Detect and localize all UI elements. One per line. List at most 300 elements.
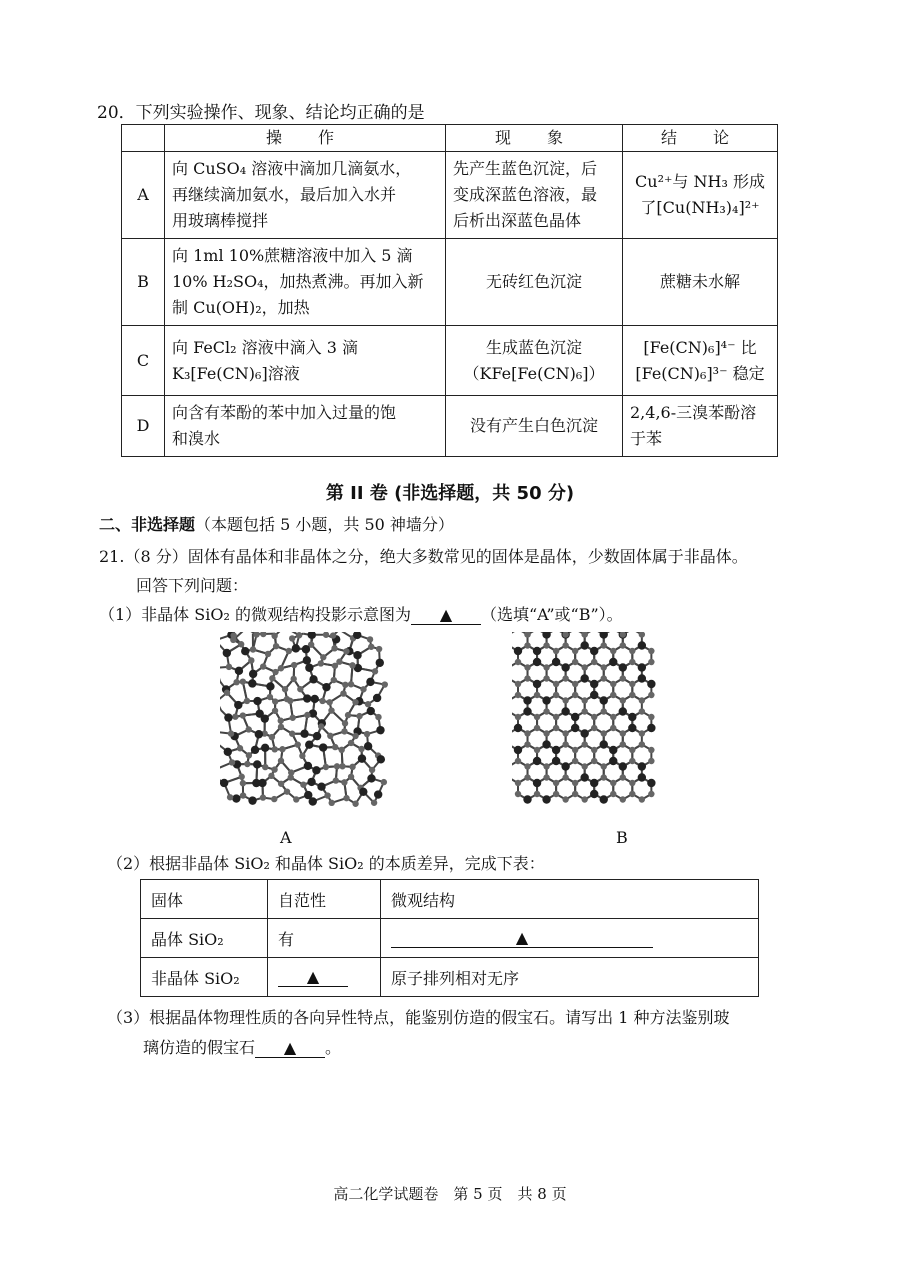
atom-dot — [234, 701, 242, 709]
atom-dot — [581, 741, 587, 747]
atom-dot — [543, 763, 549, 769]
atom-dot — [620, 741, 626, 747]
table-row — [122, 396, 778, 457]
atom-dot — [318, 723, 324, 729]
cell-line: 后析出深蓝色晶体 — [453, 211, 582, 230]
atom-dot — [367, 636, 373, 642]
atom-dot — [610, 791, 616, 797]
atom-dot — [241, 647, 249, 655]
atom-dot — [246, 752, 252, 758]
part3-suffix: 。 — [325, 1038, 342, 1057]
atom-dot — [353, 651, 361, 659]
atom-dot — [514, 746, 522, 754]
atom-dot — [648, 758, 654, 764]
atom-dot — [291, 662, 297, 668]
atom-dot — [381, 779, 387, 785]
atom-dot — [553, 791, 559, 797]
atom-dot — [610, 780, 616, 786]
atom-dot — [601, 664, 607, 670]
atom-dot — [261, 744, 269, 752]
atom-dot — [358, 754, 366, 762]
atom-dot — [348, 740, 354, 746]
atom-dot — [571, 713, 579, 721]
atom-dot — [580, 641, 588, 649]
atom-dot — [364, 742, 372, 750]
atom-dot — [619, 707, 627, 715]
atom-dot — [305, 664, 313, 672]
atom-dot — [289, 731, 295, 737]
atom-dot — [227, 794, 233, 800]
atom-dot — [345, 712, 351, 718]
table-row — [141, 958, 759, 997]
atom-dot — [342, 682, 348, 688]
atom-dot — [601, 774, 607, 780]
atom-dot — [601, 763, 607, 769]
atom-dot — [515, 692, 521, 698]
atom-dot — [609, 757, 617, 765]
atom-dot — [542, 795, 550, 803]
triangle-icon: ▲ — [515, 928, 529, 947]
header-empty — [122, 125, 165, 152]
atom-dot — [610, 648, 616, 654]
atom-dot — [580, 773, 588, 781]
answer-blank-3[interactable] — [278, 967, 348, 987]
cell-amorphous-selfshaping — [268, 958, 381, 997]
atom-dot — [377, 755, 385, 763]
cell-crystal-selfshaping: 有 — [268, 919, 381, 958]
section-heading — [99, 512, 454, 535]
row-label: C — [122, 326, 165, 396]
atom-dot — [369, 767, 375, 773]
q20-title: 20．下列实验操作、现象、结论均正确的是 — [97, 103, 425, 123]
atom-dot — [524, 763, 530, 769]
atom-dot — [534, 692, 540, 698]
phenomenon-cell — [446, 396, 623, 457]
atom-dot — [287, 698, 293, 704]
atom-dot — [248, 657, 254, 663]
q20-table — [121, 124, 778, 457]
atom-dot — [272, 746, 278, 752]
atom-dot — [307, 778, 315, 786]
atom-dot — [312, 766, 320, 774]
row-label: A — [122, 152, 165, 239]
atom-dot — [324, 792, 330, 798]
atom-dot — [237, 745, 243, 751]
atom-dot — [562, 642, 568, 648]
atom-dot — [553, 648, 559, 654]
atom-dot — [619, 762, 627, 770]
atom-dot — [610, 714, 616, 720]
cell-line: 2,4,6-三溴苯酚溶 — [630, 403, 757, 422]
answer-blank-4[interactable] — [255, 1038, 325, 1058]
atom-dot — [515, 780, 521, 786]
atom-dot — [240, 678, 246, 684]
atom-dot — [349, 662, 355, 668]
table-row — [122, 326, 778, 396]
atom-dot — [534, 725, 540, 731]
atom-dot — [639, 730, 645, 736]
table-row — [122, 239, 778, 326]
atom-dot — [629, 659, 635, 665]
atom-dot — [620, 796, 626, 802]
cell-line: 于苯 — [630, 429, 663, 448]
q21-part2: （2）根据非晶体 SiO₂ 和晶体 SiO₂ 的本质差异，完成下表： — [107, 854, 545, 873]
atom-dot — [562, 675, 568, 681]
atom-dot — [320, 654, 326, 660]
atom-dot — [253, 760, 261, 768]
atom-dot — [352, 801, 358, 807]
atom-dot — [371, 800, 377, 806]
phenomenon-cell — [446, 239, 623, 326]
atom-dot — [278, 781, 284, 787]
atom-dot — [638, 641, 646, 649]
atom-dot — [523, 795, 531, 803]
atom-dot — [333, 777, 339, 783]
atom-dot — [620, 774, 626, 780]
atom-dot — [628, 724, 636, 732]
cell-amorphous-structure: 原子排列相对无序 — [381, 958, 759, 997]
atom-dot — [639, 708, 645, 714]
page-footer: 高二化学试题卷 第 5 页 共 8 页 — [333, 1185, 567, 1203]
atom-dot — [571, 724, 579, 732]
atom-dot — [572, 758, 578, 764]
atom-dot — [533, 757, 541, 765]
atom-dot — [253, 632, 259, 638]
atom-dot — [638, 663, 646, 671]
atom-dot — [542, 740, 550, 748]
section-title: 第 II 卷 (非选择题，共 50 分) — [325, 483, 575, 504]
q21-table — [140, 879, 759, 997]
atom-dot — [572, 747, 578, 753]
atom-dot — [580, 729, 588, 737]
cell-line: （KFe[Fe(CN)₆]） — [463, 363, 605, 383]
atom-dot — [524, 632, 530, 638]
atom-dot — [258, 779, 266, 787]
atom-dot — [542, 696, 550, 704]
phenomenon-cell — [446, 326, 623, 396]
phenomenon-cell — [446, 152, 623, 239]
part1-suffix: （选填“A”或“B”）。 — [480, 605, 623, 624]
section-heading-bold: 二、非选择题 — [99, 515, 196, 534]
atom-dot — [543, 642, 549, 648]
atom-dot — [376, 659, 384, 667]
atom-dot — [245, 726, 251, 732]
atom-dot — [590, 790, 598, 798]
atom-dot — [543, 675, 549, 681]
atom-dot — [311, 695, 319, 703]
cell-crystal-sio2: 晶体 SiO₂ — [141, 919, 268, 958]
atom-dot — [269, 675, 275, 681]
cell-line: Cu²⁺与 NH₃ 形成 — [635, 172, 765, 191]
cell-crystal-structure — [381, 919, 759, 958]
q21-part3-line2 — [143, 1035, 341, 1058]
atom-dot — [638, 762, 646, 770]
atom-dot — [296, 632, 302, 638]
atom-dot — [364, 731, 370, 737]
atom-dot — [533, 658, 541, 666]
atom-dot — [267, 694, 273, 700]
atom-dot — [591, 659, 597, 665]
atom-dot — [372, 668, 378, 674]
table-row — [122, 152, 778, 239]
q21-part3-line1: （3）根据晶体物理性质的各向异性特点，能鉴别仿造的假宝石。请写出 1 种方法鉴别玻 — [107, 1008, 730, 1027]
atom-dot — [515, 758, 521, 764]
atom-dot — [286, 648, 292, 654]
atom-dot — [552, 658, 560, 666]
atom-dot — [561, 707, 569, 715]
atom-dot — [553, 681, 559, 687]
atom-dot — [572, 791, 578, 797]
atom-dot — [278, 665, 284, 671]
atom-dot — [328, 707, 334, 713]
atom-dot — [356, 713, 362, 719]
atom-dot — [524, 664, 530, 670]
atom-dot — [553, 725, 559, 731]
atom-dot — [376, 646, 382, 652]
atom-dot — [515, 681, 521, 687]
atom-dot — [581, 708, 587, 714]
cell-line: 向含有苯酚的苯中加入过量的饱 — [172, 403, 397, 422]
header-solid: 固体 — [141, 880, 268, 919]
atom-dot — [343, 795, 349, 801]
atom-dot — [619, 663, 627, 671]
figure-label-a: A — [280, 828, 292, 847]
atom-dot — [648, 791, 654, 797]
atom-dot — [334, 763, 340, 769]
atom-dot — [514, 724, 522, 732]
header-phenomenon: 现 象 — [446, 125, 623, 152]
atom-dot — [360, 686, 366, 692]
header-operation: 操 作 — [165, 125, 446, 152]
atom-dot — [524, 675, 530, 681]
atom-dot — [572, 692, 578, 698]
atom-dot — [328, 800, 334, 806]
cell-line: 了[Cu(NH₃)₄]²⁺ — [640, 198, 760, 217]
bond-line — [512, 632, 518, 635]
atom-dot — [553, 780, 559, 786]
atom-dot — [648, 692, 654, 698]
atom-dot — [561, 663, 569, 671]
atom-dot — [323, 632, 329, 638]
conclusion-cell — [623, 239, 778, 326]
q21-part1 — [99, 602, 623, 625]
atom-dot — [638, 773, 646, 781]
cell-line: 向 CuSO₄ 溶液中滴加几滴氨水， — [172, 159, 412, 178]
atom-dot — [647, 779, 655, 787]
cell-line: 蔗糖未水解 — [659, 272, 740, 291]
atom-dot — [610, 681, 616, 687]
atom-dot — [278, 758, 284, 764]
atom-dot — [601, 730, 607, 736]
atom-dot — [332, 744, 338, 750]
triangle-icon: ▲ — [439, 605, 453, 624]
answer-blank-1[interactable] — [411, 605, 481, 625]
amorphous-structure-figure — [220, 632, 395, 814]
atom-dot — [240, 792, 246, 798]
atom-dot — [348, 681, 354, 687]
cell-line: [Fe(CN)₆]⁴⁻ 比 — [643, 337, 757, 357]
atom-dot — [341, 779, 347, 785]
atom-dot — [542, 632, 550, 639]
atom-dot — [268, 773, 274, 779]
atom-dot — [629, 758, 635, 764]
atom-dot — [581, 697, 587, 703]
operation-cell — [165, 152, 446, 239]
atom-dot — [331, 645, 337, 651]
table-row — [141, 919, 759, 958]
atom-dot — [318, 660, 324, 666]
atom-dot — [317, 783, 325, 791]
atom-dot — [240, 712, 246, 718]
atom-dot — [297, 686, 303, 692]
atom-dot — [572, 681, 578, 687]
cell-line: 再继续滴加氨水，最后加入水并 — [172, 185, 397, 204]
atom-dot — [319, 743, 327, 751]
atom-dot — [269, 734, 275, 740]
atom-dot — [628, 713, 636, 721]
atom-dot — [295, 741, 301, 747]
atom-dot — [273, 643, 279, 649]
header-microstructure: 微观结构 — [381, 880, 759, 919]
atom-dot — [262, 764, 268, 770]
atom-dot — [600, 696, 608, 704]
atom-dot — [591, 758, 597, 764]
atom-dot — [543, 708, 549, 714]
atom-dot — [260, 663, 266, 669]
operation-cell — [165, 326, 446, 396]
atom-dot — [562, 730, 568, 736]
atom-dot — [533, 680, 541, 688]
atom-dot — [292, 644, 300, 652]
atom-dot — [534, 714, 540, 720]
row-label: D — [122, 396, 165, 457]
atom-dot — [620, 675, 626, 681]
cell-line: 向 FeCl₂ 溶液中滴入 3 滴 — [172, 337, 358, 357]
atom-dot — [648, 659, 654, 665]
atom-dot — [620, 697, 626, 703]
atom-dot — [524, 774, 530, 780]
atom-dot — [591, 714, 597, 720]
cell-line: 生成蓝色沉淀 — [485, 337, 582, 357]
atom-dot — [232, 714, 238, 720]
atom-dot — [561, 762, 569, 770]
atom-dot — [248, 796, 256, 804]
atom-dot — [349, 764, 355, 770]
atom-dot — [240, 780, 246, 786]
atom-dot — [515, 791, 521, 797]
atom-dot — [601, 708, 607, 714]
cell-line: 制 Cu(OH)₂，加热 — [172, 298, 310, 317]
atom-dot — [648, 747, 654, 753]
answer-blank-2[interactable] — [391, 928, 653, 948]
atom-dot — [272, 698, 278, 704]
atom-dot — [610, 725, 616, 731]
atom-dot — [533, 779, 541, 787]
atom-dot — [244, 698, 250, 704]
cell-line: 先产生蓝色沉淀，后 — [453, 159, 598, 178]
atom-dot — [600, 740, 608, 748]
row-label: B — [122, 239, 165, 326]
atom-dot — [591, 725, 597, 731]
atom-dot — [629, 747, 635, 753]
atom-dot — [340, 690, 346, 696]
atom-dot — [272, 669, 278, 675]
cell-line: 变成深蓝色溶液，最 — [453, 185, 598, 204]
atom-dot — [272, 708, 278, 714]
atom-dot — [572, 659, 578, 665]
cell-line: 和溴水 — [172, 429, 221, 448]
atom-dot — [266, 682, 274, 690]
atom-dot — [552, 757, 560, 765]
atom-dot — [629, 681, 635, 687]
atom-dot — [514, 647, 522, 655]
atom-dot — [331, 677, 337, 683]
atom-dot — [271, 796, 277, 802]
atom-dot — [590, 779, 598, 787]
atom-dot — [515, 714, 521, 720]
conclusion-cell — [623, 326, 778, 396]
atom-dot — [323, 764, 329, 770]
atom-dot — [367, 774, 375, 782]
atom-dot — [299, 753, 305, 759]
atom-dot — [581, 796, 587, 802]
atom-dot — [610, 692, 616, 698]
atom-dot — [376, 726, 384, 734]
q20-table-header — [122, 125, 778, 152]
section-heading-rest: （本题包括 5 小题，共 50 神墙分） — [195, 515, 454, 534]
atom-dot — [629, 648, 635, 654]
atom-dot — [515, 659, 521, 665]
cell-line: 用玻璃棒搅拌 — [172, 211, 269, 230]
atom-dot — [639, 741, 645, 747]
atom-dot — [647, 680, 655, 688]
atom-dot — [290, 676, 296, 682]
atom-dot — [290, 715, 296, 721]
atom-dot — [373, 694, 381, 702]
atom-dot — [339, 763, 345, 769]
atom-dot — [284, 788, 290, 794]
table-row — [141, 880, 759, 919]
atom-dot — [366, 678, 374, 686]
atom-dot — [309, 797, 317, 805]
atom-dot — [524, 642, 530, 648]
atom-dot — [552, 746, 560, 754]
q21-intro-line1: 21.（8 分）固体有晶体和非晶体之分，绝大多数常见的固体是晶体，少数固体属于非晶体。 — [99, 547, 748, 566]
atom-dot — [553, 692, 559, 698]
atom-dot — [590, 647, 598, 655]
atom-dot — [359, 788, 367, 796]
operation-cell — [165, 396, 446, 457]
atom-dot — [303, 656, 311, 664]
atom-dot — [304, 762, 312, 770]
atom-dot — [260, 794, 266, 800]
atom-dot — [553, 714, 559, 720]
atom-dot — [300, 781, 306, 787]
atom-dot — [609, 658, 617, 666]
atom-dot — [523, 696, 531, 704]
atom-dot — [374, 790, 382, 798]
crystalline-structure-figure — [512, 632, 672, 814]
atom-dot — [534, 791, 540, 797]
atom-dot — [330, 632, 336, 638]
atom-dot — [303, 694, 311, 702]
atom-dot — [260, 632, 266, 637]
atom-dot — [648, 648, 654, 654]
atom-dot — [639, 632, 645, 638]
atom-dot — [300, 730, 308, 738]
cell-amorphous-sio2: 非晶体 SiO₂ — [141, 958, 268, 997]
cell-line: [Fe(CN)₆]³⁻ 稳定 — [635, 363, 765, 383]
